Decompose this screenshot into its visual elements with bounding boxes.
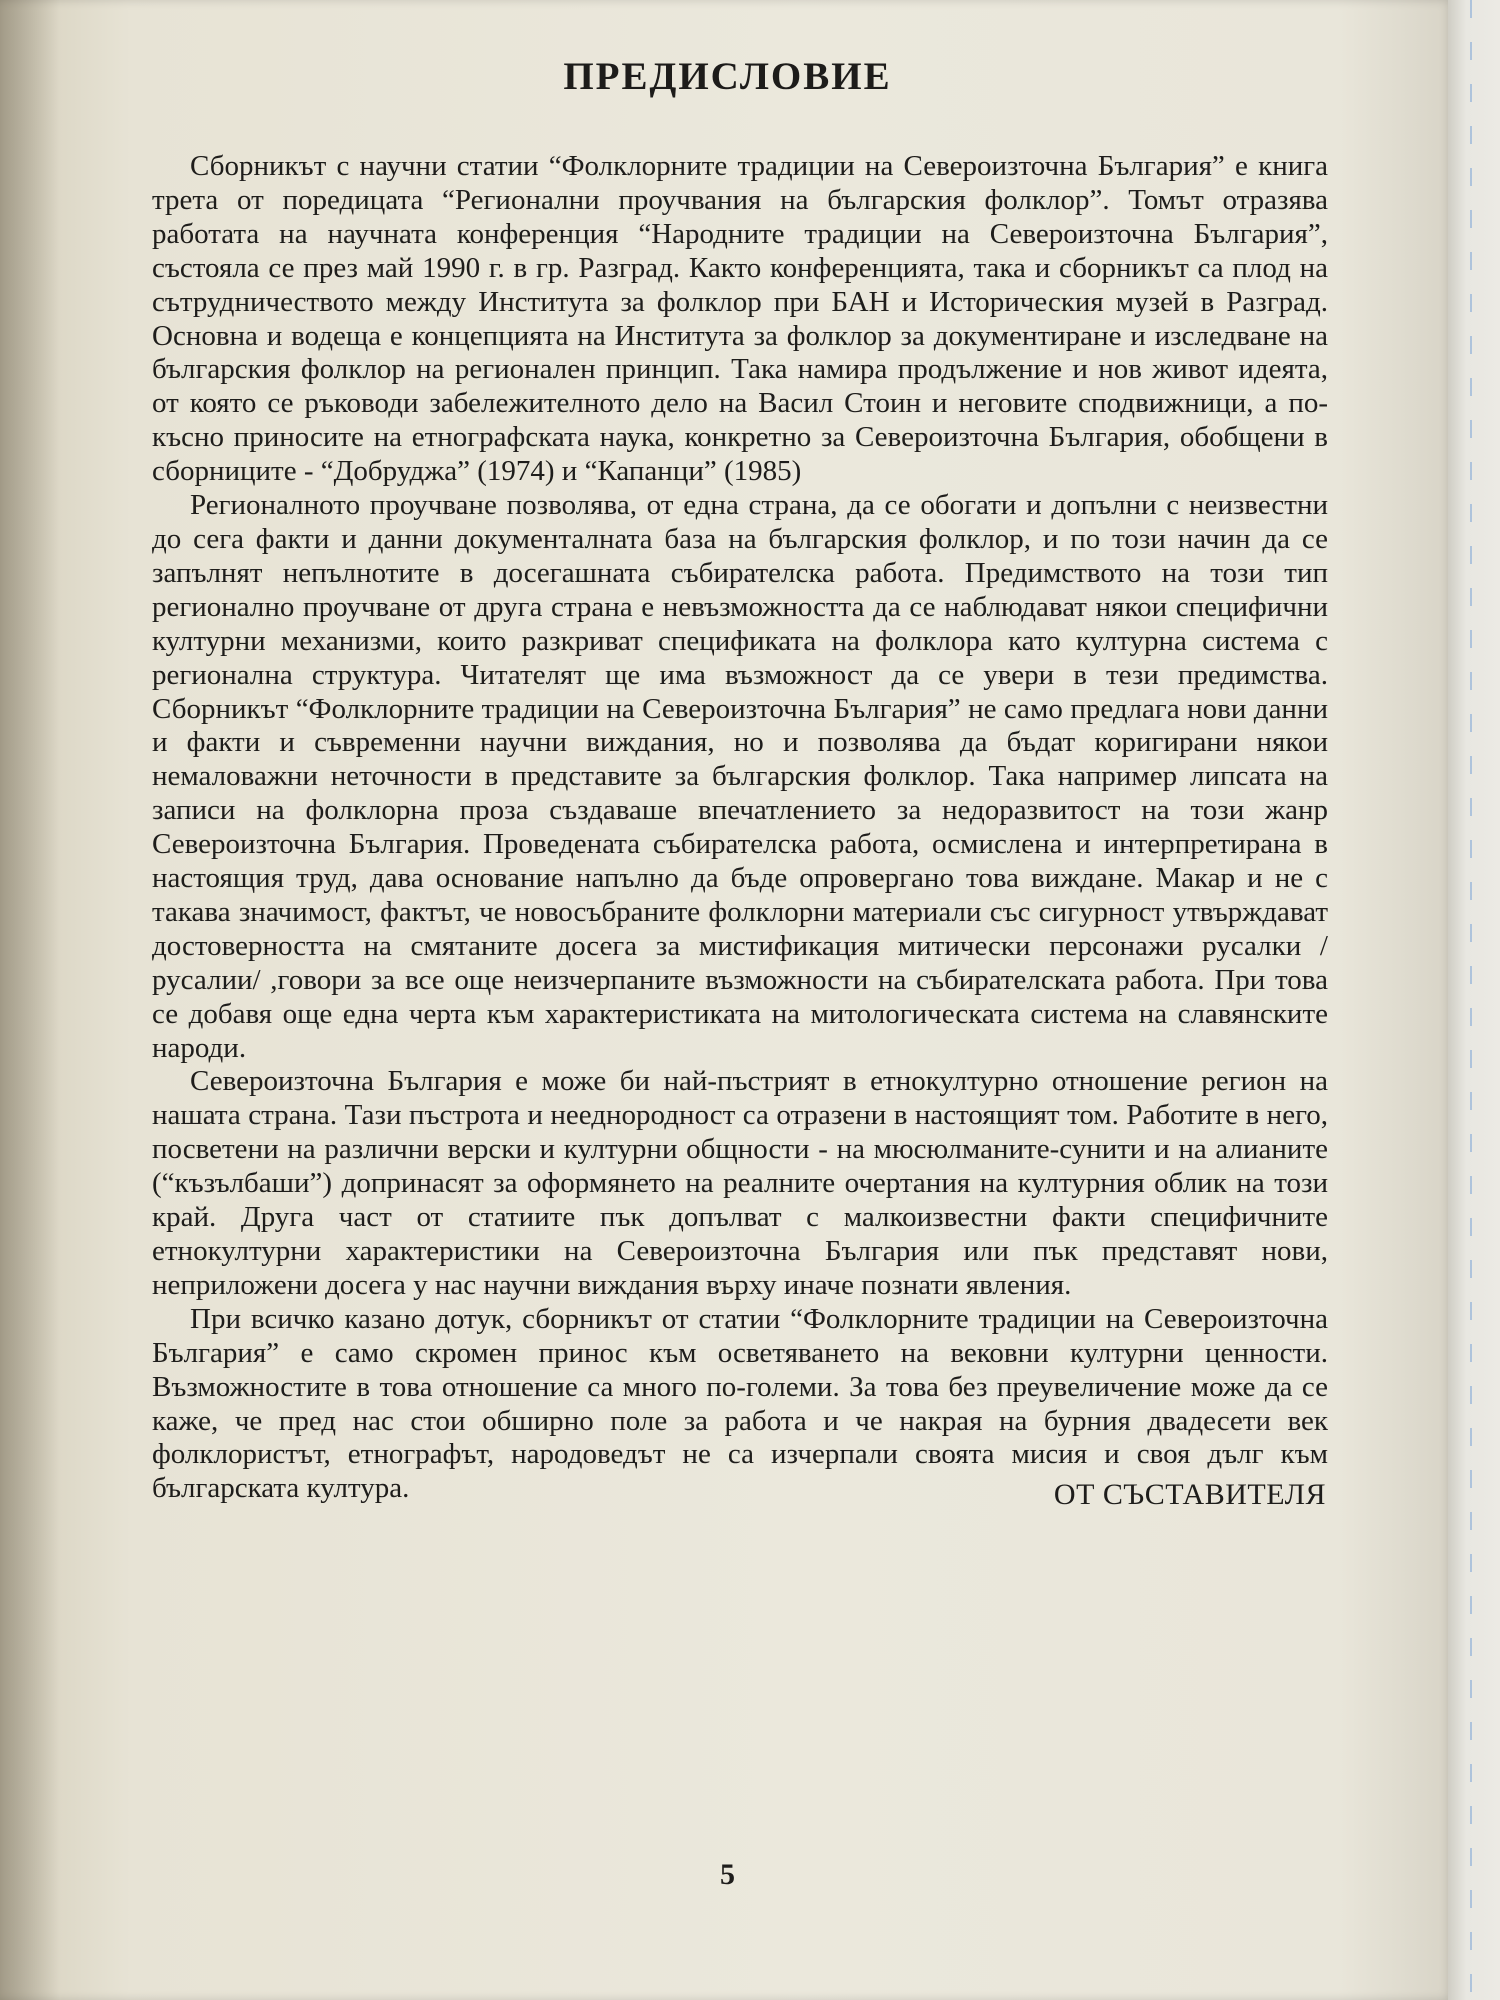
paragraph-2: Регионалното проучване позволява, от една страна, да се обогати и допълни с неизвестни до сега факти и данни документалната база на българския фолклор, и по този начин да се запълнят непълнотите в досегашната събирателска работа. Предимството на този тип регионално проучване от друга страна е невъзможността да се наблюдават някои специфични културни механизми, които разкриват спецификата на фолклора като културна система с регионална структура. Читателят ще има възможност да се увери в тези предимства. Сборникът “Фолклорните традиции на Североизточна България” не само предлага нови данни и факти и съвременни научни виждания, но и позволява да бъдат коригирани някои немаловажни неточности в представите за българския фолклор. Така например липсата на записи на фолклорна проза създаваше впечатлението за недоразвитост на този жанр Североизточна България. Проведената събирателска работа, осмислена и интерпретирана в настоящия труд, дава основание напълно да бъде опровергано това виждане. Макар и не с такава значимост, фактът, че новосъбраните фолклорни материали със сигурност утвърждават достоверността на смятаните досега за мистификация митически персонажи русалки /русалии/ ,говори за все още неизчерпаните възможности на събирателската работа. При това се добавя още една черта към характеристиката на митологическата система на славянските народи. xyxy=(152,489,1328,1064)
paragraph-1: Сборникът с научни статии “Фолклорните традиции на Североизточна България” е книга трета от поредицата “Регионални проучвания на българския фолклор”. Томът отразява работата на научната конференция “Народните традиции на Североизточна България”, състояла се през май 1990 г. в гр. Разград. Както конференцията, така и сборникът са плод на сътрудничеството между Института за фолклор при БАН и Историческия музей в Разград. Основна и водеща е концепцията на Института за фолклор за документиране и изследване на българския фолклор на регионален принцип. Така намира продължение и нов живот идеята, от която се ръководи забележителното дело на Васил Стоин и неговите сподвижници, а по-късно приносите на етнографската наука, конкретно за Североизточна България, обобщени в сборниците - “Добруджа” (1974) и “Капанци” (1985) xyxy=(152,150,1328,488)
page-number: 5 xyxy=(720,1858,735,1891)
signature: ОТ СЪСТАВИТЕЛЯ xyxy=(1053,1478,1326,1511)
binding-shadow xyxy=(0,0,60,2000)
paragraph-3: Североизточна България е може би най-пъстрият в етнокултурно отношение регион на нашата страна. Тази пъстрота и нееднородност са отразени в настоящият том. Работите в него, посветени на различни верски и културни общности - на мюсюлманите-сунити и на алианите (“къзълбаши”) допринасят за оформянето на реалните очертания на културния облик на този край. Друга част от статиите пък допълват с малкоизвестни факти специфичните етнокултурни характеристики на Североизточна България или пък представят нови, неприложени досега у нас научни виждания върху иначе познати явления. xyxy=(152,1065,1328,1301)
body-text xyxy=(152,150,1328,1506)
facing-page-edge xyxy=(1448,0,1500,2000)
paragraph-4: При всичко казано дотук, сборникът от статии “Фолклорните традиции на Североизточна България” е само скромен принос към осветяването на вековни културни ценности. Възможностите в това отношение са много по-големи. За това без преувеличение може да се каже, че пред нас стои обширно поле за работа и че накрая на бурния двадесети век фолклористът, етнографът, народоведът не са изчерпали своята мисия и своя дълг към българската култура. xyxy=(152,1302,1328,1505)
page-title: ПРЕДИСЛОВИЕ xyxy=(563,55,892,98)
